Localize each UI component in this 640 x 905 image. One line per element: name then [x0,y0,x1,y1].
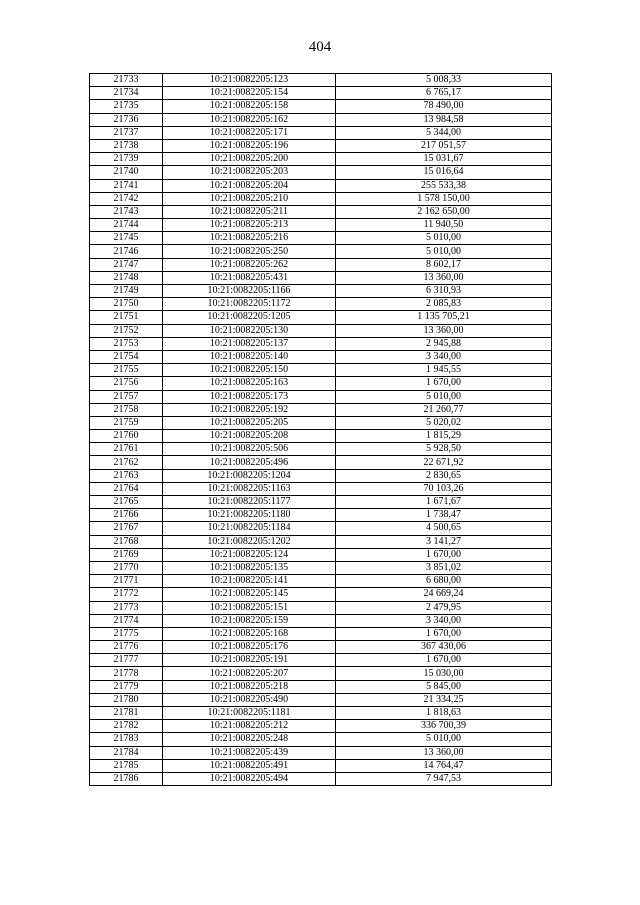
row-number-cell: 21736 [90,113,163,126]
row-number-cell: 21764 [90,482,163,495]
row-number-cell: 21752 [90,324,163,337]
cadastral-value-cell: 22 671,92 [336,456,552,469]
cadastral-value-cell: 15 031,67 [336,153,552,166]
cadastral-value-cell: 13 360,00 [336,324,552,337]
table-row [90,100,552,113]
cadastral-value-cell: 15 030,00 [336,667,552,680]
table-row [90,693,552,706]
table-row [90,337,552,350]
cadastral-number-cell: 10:21:0082205:211 [163,205,336,218]
cadastral-number-cell: 10:21:0082205:200 [163,153,336,166]
cadastral-value-cell: 2 945,88 [336,337,552,350]
row-number-cell: 21747 [90,258,163,271]
row-number-cell: 21751 [90,311,163,324]
cadastral-value-cell: 15 016,64 [336,166,552,179]
table-row [90,746,552,759]
cadastral-value-cell: 217 051,57 [336,139,552,152]
cadastral-number-cell: 10:21:0082205:208 [163,430,336,443]
cadastral-number-cell: 10:21:0082205:145 [163,588,336,601]
cadastral-number-cell: 10:21:0082205:1180 [163,509,336,522]
row-number-cell: 21769 [90,548,163,561]
cadastral-number-cell: 10:21:0082205:137 [163,337,336,350]
cadastral-number-cell: 10:21:0082205:1184 [163,522,336,535]
row-number-cell: 21775 [90,627,163,640]
table-row [90,641,552,654]
cadastral-value-cell: 21 260,77 [336,403,552,416]
cadastral-number-cell: 10:21:0082205:151 [163,601,336,614]
row-number-cell: 21746 [90,245,163,258]
row-number-cell: 21749 [90,285,163,298]
table-row [90,733,552,746]
cadastral-number-cell: 10:21:0082205:439 [163,746,336,759]
cadastral-number-cell: 10:21:0082205:124 [163,548,336,561]
cadastral-number-cell: 10:21:0082205:158 [163,100,336,113]
cadastral-value-cell: 8 602,17 [336,258,552,271]
cadastral-number-cell: 10:21:0082205:506 [163,443,336,456]
table-row [90,258,552,271]
cadastral-value-cell: 2 479,95 [336,601,552,614]
table-row [90,588,552,601]
table-row [90,707,552,720]
cadastral-number-cell: 10:21:0082205:216 [163,232,336,245]
table-row [90,245,552,258]
cadastral-value-cell: 24 669,24 [336,588,552,601]
table-row [90,416,552,429]
cadastral-number-cell: 10:21:0082205:171 [163,126,336,139]
cadastral-value-cell: 4 500,65 [336,522,552,535]
cadastral-value-cell: 5 010,00 [336,733,552,746]
cadastral-number-cell: 10:21:0082205:154 [163,87,336,100]
cadastral-value-cell: 14 764,47 [336,759,552,772]
table-row [90,680,552,693]
cadastral-number-cell: 10:21:0082205:173 [163,390,336,403]
table-row [90,575,552,588]
row-number-cell: 21771 [90,575,163,588]
table-row [90,614,552,627]
cadastral-number-cell: 10:21:0082205:248 [163,733,336,746]
cadastral-value-cell: 367 430,06 [336,641,552,654]
row-number-cell: 21741 [90,179,163,192]
cadastral-value-cell: 255 533,38 [336,179,552,192]
table-row [90,285,552,298]
cadastral-number-cell: 10:21:0082205:1202 [163,535,336,548]
row-number-cell: 21776 [90,641,163,654]
row-number-cell: 21772 [90,588,163,601]
table-row [90,561,552,574]
table-row [90,87,552,100]
cadastral-value-cell: 13 360,00 [336,746,552,759]
table-row [90,219,552,232]
table-row [90,377,552,390]
row-number-cell: 21740 [90,166,163,179]
cadastral-number-cell: 10:21:0082205:162 [163,113,336,126]
table-row [90,403,552,416]
cadastral-value-cell: 3 340,00 [336,350,552,363]
table-row [90,720,552,733]
table-row [90,456,552,469]
cadastral-value-cell: 6 680,00 [336,575,552,588]
table-row [90,350,552,363]
table-row [90,205,552,218]
table-row [90,192,552,205]
cadastral-value-cell: 1 578 150,00 [336,192,552,205]
row-number-cell: 21784 [90,746,163,759]
table-row [90,139,552,152]
cadastral-number-cell: 10:21:0082205:204 [163,179,336,192]
row-number-cell: 21770 [90,561,163,574]
cadastral-value-cell: 5 010,00 [336,390,552,403]
table-row [90,430,552,443]
cadastral-value-cell: 2 162 650,00 [336,205,552,218]
cadastral-value-cell: 1 670,00 [336,654,552,667]
row-number-cell: 21754 [90,350,163,363]
cadastral-number-cell: 10:21:0082205:1163 [163,482,336,495]
cadastral-value-cell: 7 947,53 [336,772,552,785]
row-number-cell: 21761 [90,443,163,456]
cadastral-number-cell: 10:21:0082205:490 [163,693,336,706]
table-row [90,535,552,548]
row-number-cell: 21742 [90,192,163,205]
cadastral-value-cell: 5 010,00 [336,232,552,245]
cadastral-number-cell: 10:21:0082205:1205 [163,311,336,324]
row-number-cell: 21734 [90,87,163,100]
row-number-cell: 21737 [90,126,163,139]
table-body [90,74,552,786]
row-number-cell: 21766 [90,509,163,522]
row-number-cell: 21778 [90,667,163,680]
cadastral-value-cell: 5 020,02 [336,416,552,429]
table-row [90,179,552,192]
table-row [90,522,552,535]
table-row [90,298,552,311]
cadastral-value-cell: 5 008,33 [336,74,552,87]
row-number-cell: 21777 [90,654,163,667]
cadastral-number-cell: 10:21:0082205:140 [163,350,336,363]
table-row [90,311,552,324]
cadastral-number-cell: 10:21:0082205:130 [163,324,336,337]
cadastral-value-cell: 6 310,93 [336,285,552,298]
cadastral-value-cell: 11 940,50 [336,219,552,232]
cadastral-number-cell: 10:21:0082205:163 [163,377,336,390]
cadastral-value-cell: 5 344,00 [336,126,552,139]
row-number-cell: 21782 [90,720,163,733]
cadastral-value-cell: 336 700,39 [336,720,552,733]
table-row [90,113,552,126]
cadastral-number-cell: 10:21:0082205:1172 [163,298,336,311]
table-row [90,469,552,482]
table-row [90,601,552,614]
row-number-cell: 21785 [90,759,163,772]
cadastral-value-cell: 1 670,00 [336,377,552,390]
row-number-cell: 21753 [90,337,163,350]
row-number-cell: 21735 [90,100,163,113]
cadastral-value-cell: 21 334,25 [336,693,552,706]
cadastral-value-cell: 1 670,00 [336,627,552,640]
cadastral-value-table [89,73,552,786]
cadastral-number-cell: 10:21:0082205:192 [163,403,336,416]
table-row [90,364,552,377]
cadastral-value-cell: 78 490,00 [336,100,552,113]
cadastral-value-cell: 3 851,02 [336,561,552,574]
cadastral-number-cell: 10:21:0082205:491 [163,759,336,772]
table-row [90,667,552,680]
cadastral-value-cell: 1 815,29 [336,430,552,443]
cadastral-number-cell: 10:21:0082205:196 [163,139,336,152]
cadastral-number-cell: 10:21:0082205:494 [163,772,336,785]
cadastral-number-cell: 10:21:0082205:176 [163,641,336,654]
row-number-cell: 21758 [90,403,163,416]
cadastral-value-cell: 3 141,27 [336,535,552,548]
cadastral-number-cell: 10:21:0082205:123 [163,74,336,87]
table-row [90,232,552,245]
cadastral-number-cell: 10:21:0082205:168 [163,627,336,640]
row-number-cell: 21760 [90,430,163,443]
table-row [90,390,552,403]
cadastral-value-cell: 13 984,58 [336,113,552,126]
row-number-cell: 21767 [90,522,163,535]
cadastral-value-cell: 1 738,47 [336,509,552,522]
cadastral-value-cell: 1 945,55 [336,364,552,377]
table-row [90,654,552,667]
row-number-cell: 21757 [90,390,163,403]
row-number-cell: 21763 [90,469,163,482]
cadastral-number-cell: 10:21:0082205:150 [163,364,336,377]
table-row [90,772,552,785]
row-number-cell: 21773 [90,601,163,614]
cadastral-number-cell: 10:21:0082205:203 [163,166,336,179]
cadastral-value-cell: 6 765,17 [336,87,552,100]
row-number-cell: 21748 [90,271,163,284]
cadastral-value-cell: 70 103,26 [336,482,552,495]
cadastral-number-cell: 10:21:0082205:141 [163,575,336,588]
cadastral-value-cell: 2 085,83 [336,298,552,311]
cadastral-number-cell: 10:21:0082205:1166 [163,285,336,298]
cadastral-number-cell: 10:21:0082205:205 [163,416,336,429]
cadastral-number-cell: 10:21:0082205:1204 [163,469,336,482]
row-number-cell: 21765 [90,496,163,509]
cadastral-number-cell: 10:21:0082205:1177 [163,496,336,509]
cadastral-value-cell: 3 340,00 [336,614,552,627]
cadastral-value-cell: 13 360,00 [336,271,552,284]
row-number-cell: 21755 [90,364,163,377]
cadastral-value-cell: 1 671,67 [336,496,552,509]
cadastral-value-cell: 1 135 705,21 [336,311,552,324]
row-number-cell: 21779 [90,680,163,693]
row-number-cell: 21783 [90,733,163,746]
row-number-cell: 21750 [90,298,163,311]
table-row [90,496,552,509]
table-row [90,126,552,139]
cadastral-number-cell: 10:21:0082205:135 [163,561,336,574]
page-number: 404 [308,39,332,55]
cadastral-number-cell: 10:21:0082205:191 [163,654,336,667]
table-row [90,548,552,561]
row-number-cell: 21744 [90,219,163,232]
cadastral-value-cell: 1 818,63 [336,707,552,720]
row-number-cell: 21739 [90,153,163,166]
table-row [90,324,552,337]
row-number-cell: 21743 [90,205,163,218]
row-number-cell: 21780 [90,693,163,706]
table-row [90,166,552,179]
row-number-cell: 21745 [90,232,163,245]
row-number-cell: 21768 [90,535,163,548]
table-row [90,74,552,87]
cadastral-number-cell: 10:21:0082205:213 [163,219,336,232]
row-number-cell: 21738 [90,139,163,152]
row-number-cell: 21774 [90,614,163,627]
row-number-cell: 21759 [90,416,163,429]
row-number-cell: 21762 [90,456,163,469]
cadastral-number-cell: 10:21:0082205:250 [163,245,336,258]
cadastral-number-cell: 10:21:0082205:218 [163,680,336,693]
table-row [90,443,552,456]
cadastral-value-cell: 1 670,00 [336,548,552,561]
cadastral-number-cell: 10:21:0082205:159 [163,614,336,627]
row-number-cell: 21786 [90,772,163,785]
cadastral-number-cell: 10:21:0082205:262 [163,258,336,271]
table-row [90,153,552,166]
table-row [90,627,552,640]
table-row [90,509,552,522]
table-row [90,271,552,284]
cadastral-number-cell: 10:21:0082205:207 [163,667,336,680]
table-row [90,759,552,772]
cadastral-number-cell: 10:21:0082205:212 [163,720,336,733]
row-number-cell: 21756 [90,377,163,390]
row-number-cell: 21733 [90,74,163,87]
cadastral-value-cell: 5 928,50 [336,443,552,456]
cadastral-number-cell: 10:21:0082205:496 [163,456,336,469]
cadastral-number-cell: 10:21:0082205:431 [163,271,336,284]
row-number-cell: 21781 [90,707,163,720]
cadastral-number-cell: 10:21:0082205:1181 [163,707,336,720]
cadastral-value-cell: 5 845,00 [336,680,552,693]
cadastral-number-cell: 10:21:0082205:210 [163,192,336,205]
cadastral-value-cell: 5 010,00 [336,245,552,258]
cadastral-value-cell: 2 830,65 [336,469,552,482]
table-row [90,482,552,495]
